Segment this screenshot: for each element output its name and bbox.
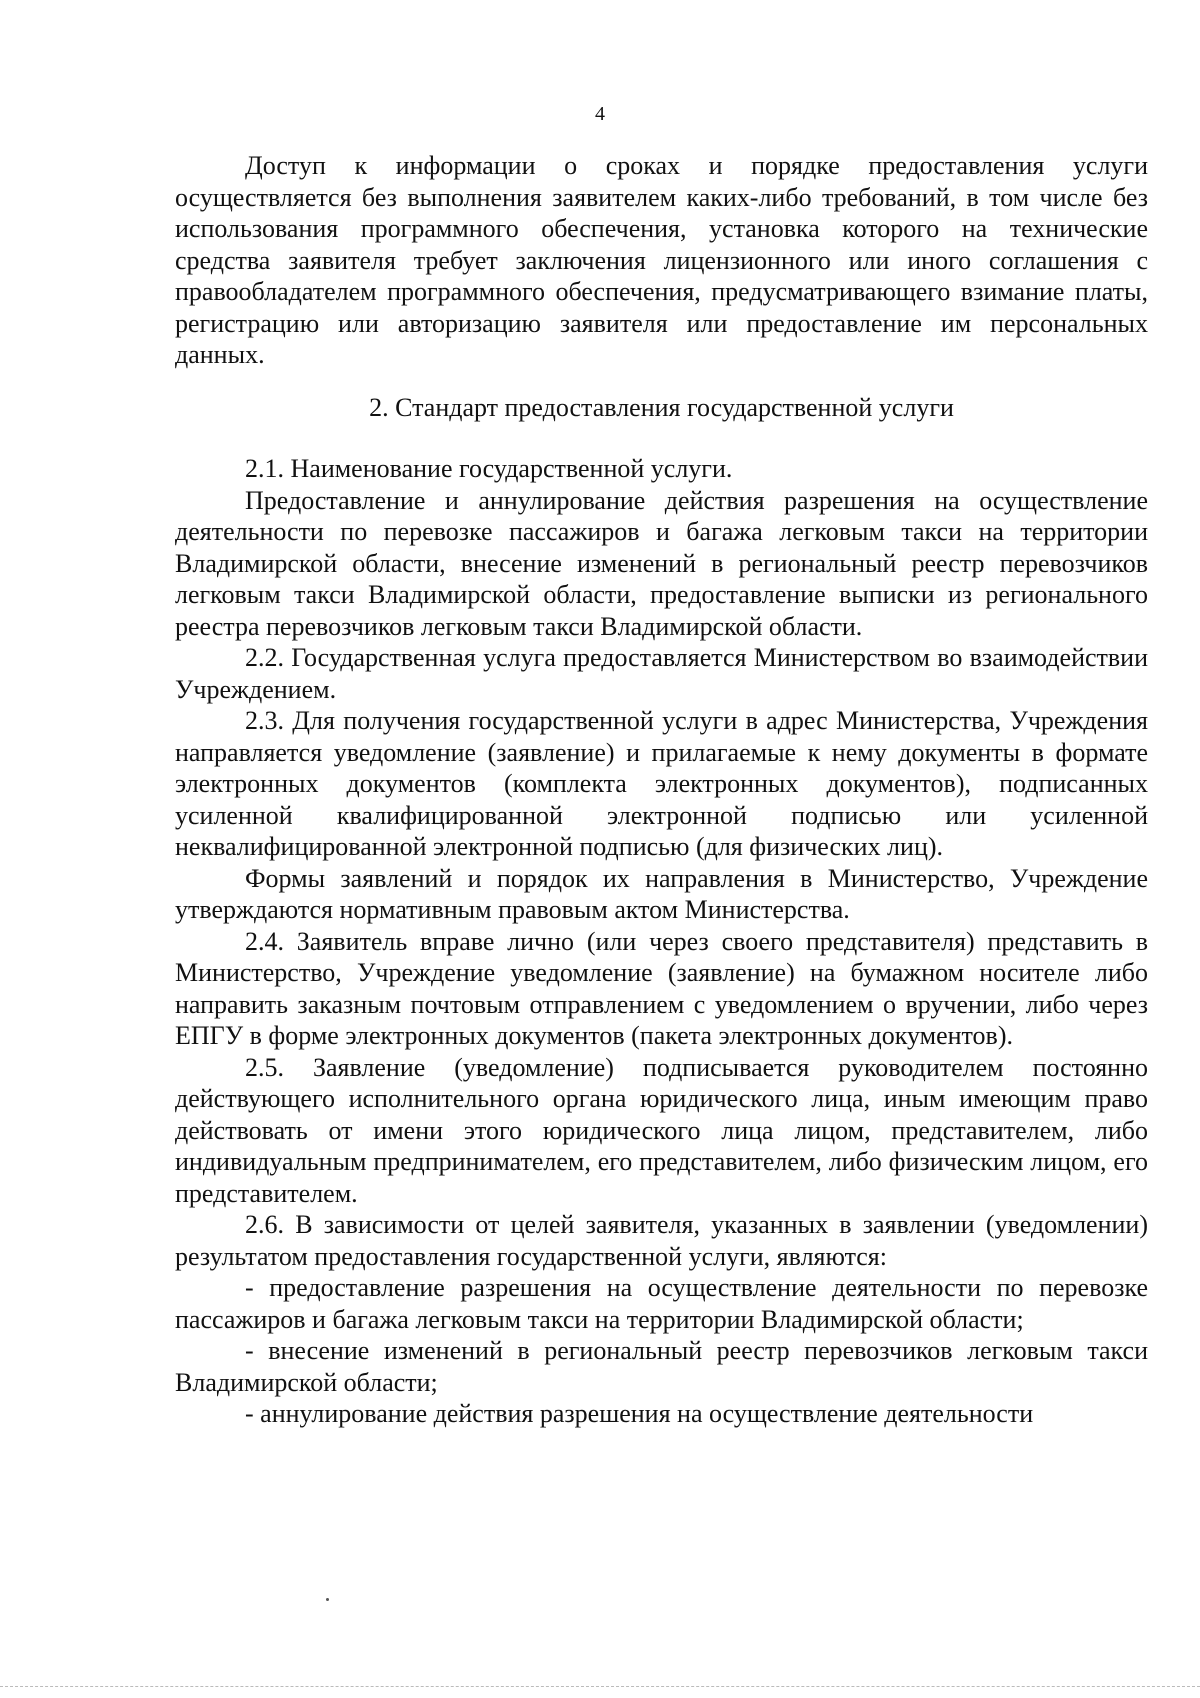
paragraph-access-info: Доступ к информации о сроках и порядке предоставления услуги осуществляется без выполнения заявителем каких-либо требований, в том числе без использования программного обеспечения, установка которого на технические средства заявителя требует заключения лицензионного или иного соглашения с правообладателем программного обеспечения, предусматривающего взимание платы, регистрацию или авторизацию заявителя или предоставление им персональных данных. [175,151,1148,369]
scan-speck [326,1598,329,1601]
scan-bottom-edge [0,1686,1200,1687]
document-body [175,150,1148,1430]
list-item-permit: - предоставление разрешения на осуществление деятельности по перевозке пассажиров и багажа легковым такси на территории Владимирской области; [175,1273,1148,1334]
paragraph-2-3: 2.3. Для получения государственной услуги в адрес Министерства, Учреждения направляется уведомление (заявление) и прилагаемые к нему документы в формате электронных документов (комплекта электронных документов), подписанных усиленной квалифицированной электронной подписью или усиленной неквалифицированной электронной подписью (для физических лиц). [175,706,1148,861]
paragraph-2-5: 2.5. Заявление (уведомление) подписывается руководителем постоянно действующего исполнительного органа юридического лица, иным имеющим право действовать от имени этого юридического лица лицом, представителем, либо индивидуальным предпринимателем, его представителем, либо физическим лицом, его представителем. [175,1052,1148,1208]
paragraph-2-1-heading: 2.1. Наименование государственной услуги. [245,454,733,483]
paragraph-2-1-body: Предоставление и аннулирование действия разрешения на осуществление деятельности по перевозке пассажиров и багажа легковым такси на территории Владимирской области, внесение изменений в региональный реестр перевозчиков легковым такси Владимирской области, предоставление выписки из регионального реестра перевозчиков легковым такси Владимирской области. [175,485,1148,641]
paragraph-2-4: 2.4. Заявитель вправе лично (или через своего представителя) представить в Министерство, Учреждение уведомление (заявление) на бумажном носителе либо направить заказным почтовым отправлением с уведомлением о вручении, либо через ЕПГУ в форме электронных документов (пакета электронных документов). [175,926,1148,1050]
paragraph-2-2: 2.2. Государственная услуга предоставляется Министерством во взаимодействии Учреждением. [175,643,1148,704]
page-number: 4 [595,103,605,125]
paragraph-forms: Формы заявлений и порядок их направления в Министерство, Учреждение утверждаются нормативным правовым актом Министерства. [175,863,1148,924]
section-title: 2. Стандарт предоставления государственной услуги [369,392,954,422]
paragraph-2-6: 2.6. В зависимости от целей заявителя, указанных в заявлении (уведомлении) результатом предоставления государственной услуги, являются: [175,1210,1148,1271]
list-item-annulment: - аннулирование действия разрешения на осуществление деятельности [245,1399,1034,1428]
list-item-registry: - внесение изменений в региональный реестр перевозчиков легковым такси Владимирской области; [175,1336,1148,1397]
